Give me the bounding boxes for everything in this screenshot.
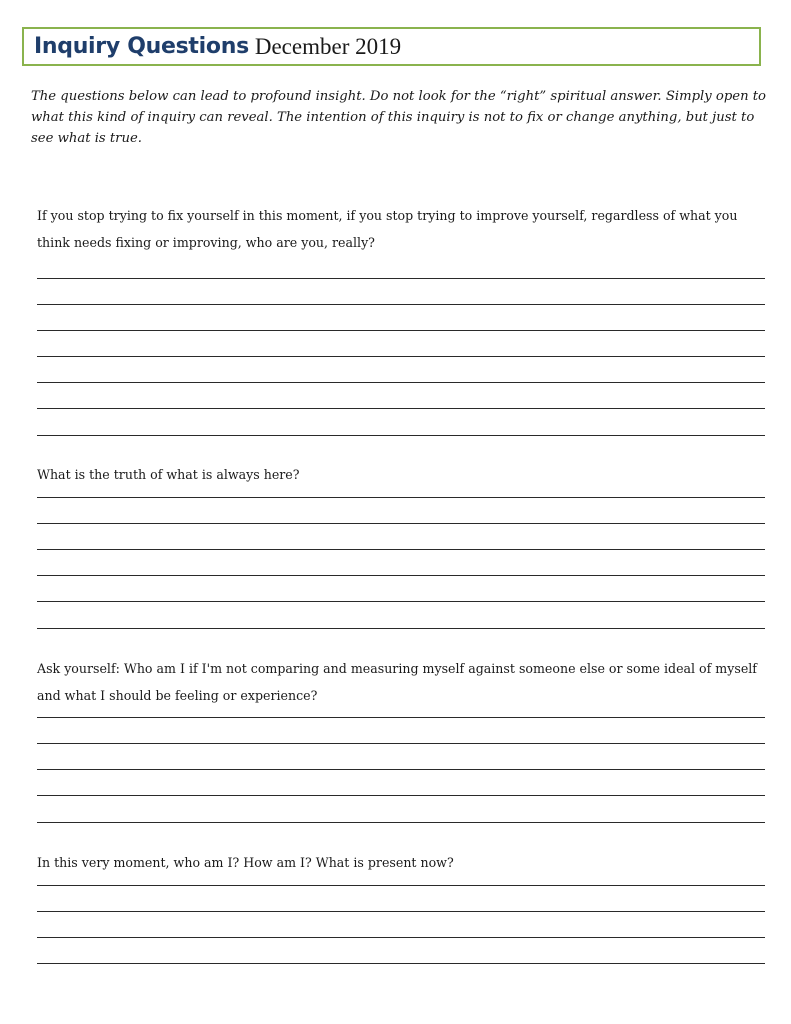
question-1: If you stop trying to fix yourself in this moment, if you stop trying to improve yourself, regardless of what you think needs fixing or improving, who are you, really? <box>37 208 738 250</box>
answer-line[interactable] <box>37 330 765 331</box>
intro-paragraph: The questions below can lead to profound insight. Do not look for the “right” spiritual answer. Simply open to what this kind of inquiry can reveal. The intention of this inquiry is not to fix or change anything, but just to see what is true. <box>31 89 766 146</box>
answer-line[interactable] <box>37 963 765 964</box>
answer-line[interactable] <box>37 743 765 744</box>
answer-line[interactable] <box>37 304 765 305</box>
answer-line[interactable] <box>37 822 765 823</box>
answer-line[interactable] <box>37 575 765 576</box>
title-box <box>22 27 761 66</box>
answer-line[interactable] <box>37 601 765 602</box>
answer-line[interactable] <box>37 497 765 498</box>
answer-line[interactable] <box>37 769 765 770</box>
answer-line[interactable] <box>37 408 765 409</box>
question-2: What is the truth of what is always here? <box>37 467 300 482</box>
answer-line[interactable] <box>37 356 765 357</box>
answer-line[interactable] <box>37 717 765 718</box>
question-3: Ask yourself: Who am I if I'm not comparing and measuring myself against someone else or some ideal of myself and what I should be feeling or experience? <box>37 661 757 703</box>
answer-line[interactable] <box>37 549 765 550</box>
answer-line[interactable] <box>37 628 765 629</box>
answer-line[interactable] <box>37 382 765 383</box>
answer-line[interactable] <box>37 885 765 886</box>
answer-line[interactable] <box>37 937 765 938</box>
question-4: In this very moment, who am I? How am I? What is present now? <box>37 855 454 870</box>
page-date: December 2019 <box>254 33 402 59</box>
answer-line[interactable] <box>37 795 765 796</box>
answer-line[interactable] <box>37 911 765 912</box>
answer-line[interactable] <box>37 523 765 524</box>
page-title: Inquiry Questions <box>34 34 249 59</box>
answer-line[interactable] <box>37 435 765 436</box>
answer-line[interactable] <box>37 278 765 279</box>
